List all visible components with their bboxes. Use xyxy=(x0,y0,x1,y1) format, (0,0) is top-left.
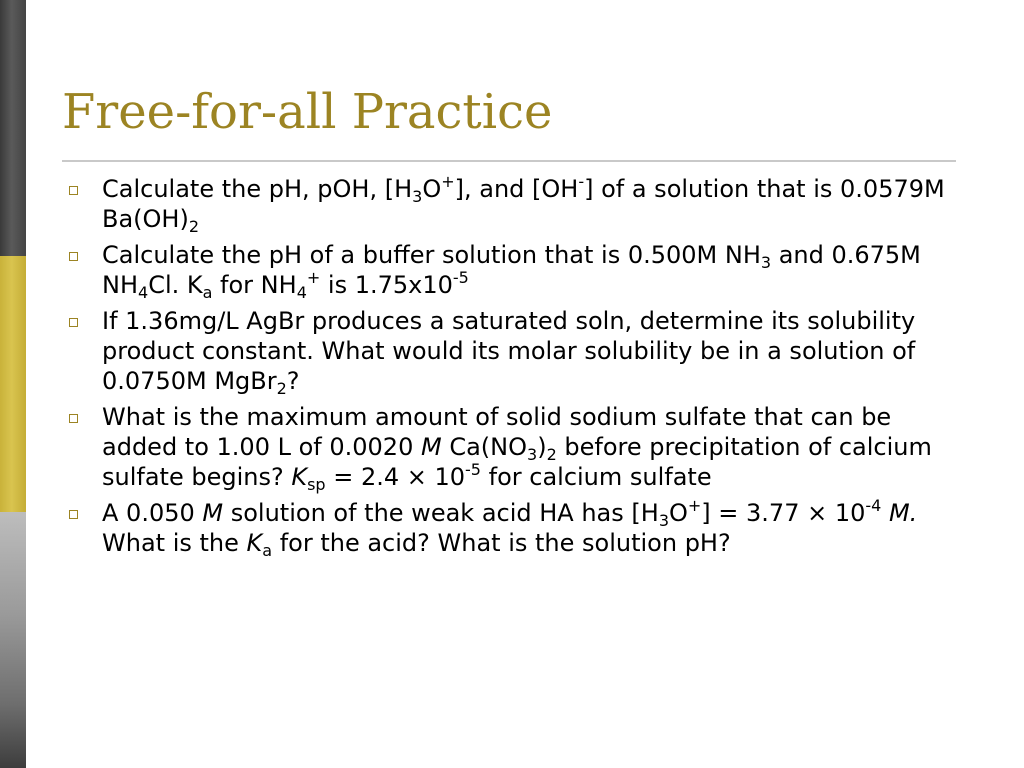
bullet-text: Calculate the pH of a buffer solution that is 0.500M $NH_3$ and 0.675M $NH_4Cl$. $K_a$ for $NH_4^+$ is $1.75x10^{-5}$ xyxy=(102,241,921,302)
bullet-list xyxy=(62,174,967,558)
hollow-square-bullet-icon xyxy=(69,318,78,327)
bullet-text: A 0.050 M solution of the weak acid HA has $[H_3O^+] = 3.77 \times 10^{-4}$ M. What is the $K_a$ for the acid? What is the solution pH? xyxy=(102,496,918,560)
hollow-square-bullet-icon xyxy=(69,186,78,195)
bullet-item-weak-acid-ka xyxy=(62,498,967,558)
hollow-square-bullet-icon xyxy=(69,414,78,423)
bullet-text: Calculate the pH, pOH, $[H_3O^+]$, and [OH-] of a solution that is 0.0579M $Ba(OH)_2$ xyxy=(102,172,945,236)
hollow-square-bullet-icon xyxy=(69,252,78,261)
side-bar-dark-segment xyxy=(0,0,26,256)
side-bar-gold-segment xyxy=(0,256,26,512)
side-bar-gradient-segment xyxy=(0,512,26,768)
bullet-item-sodium-sulfate-precipitation xyxy=(62,402,967,492)
bullet-item-agbr-solubility xyxy=(62,306,967,396)
title-divider xyxy=(62,160,956,162)
bullet-text: If 1.36mg/L AgBr produces a saturated soln, determine its solubility product constant. What would its molar solubility be in a solution of 0.0750M MgBr$_2$? xyxy=(102,307,916,398)
slide-title: Free-for-all Practice xyxy=(62,84,553,140)
bullet-text: What is the maximum amount of solid sodium sulfate that can be added to 1.00 L of 0.0020 M $Ca(NO_3)_2$ before precipitation of calcium sulfate begins? $K_{sp} = 2.4 \times 10^{-5}$ for calcium sulfate xyxy=(102,403,932,494)
slide-content xyxy=(62,174,967,564)
bullet-item-ph-poh-calculation xyxy=(62,174,967,234)
bullet-item-buffer-ph xyxy=(62,240,967,300)
hollow-square-bullet-icon xyxy=(69,510,78,519)
